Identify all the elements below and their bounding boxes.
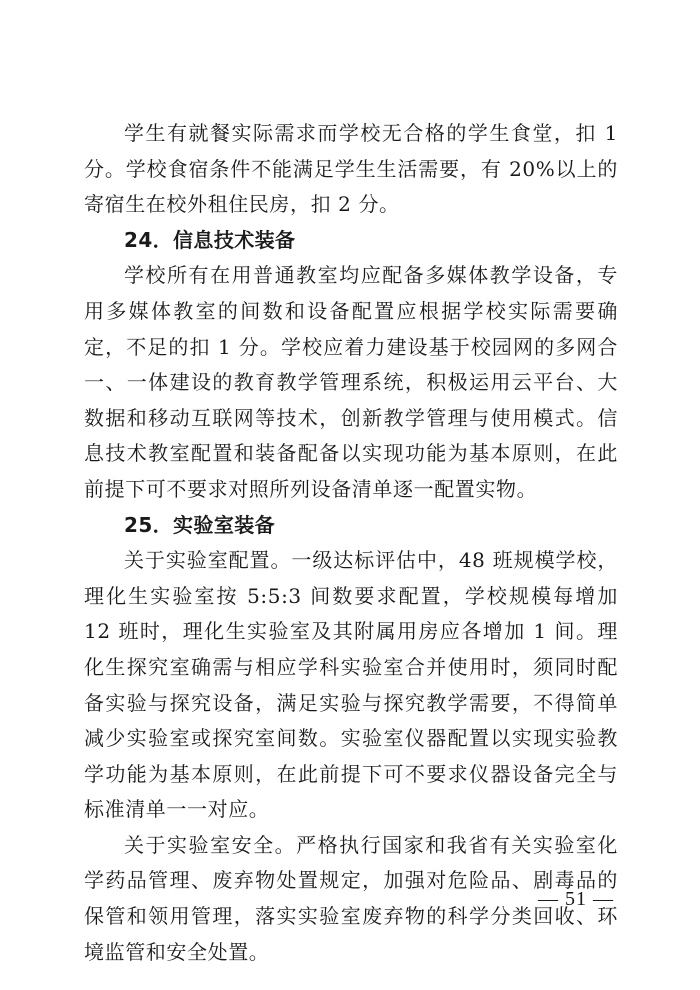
paragraph-lab-safety: 关于实验室安全。严格执行国家和我省有关实验室化学药品管理、废弃物处置规定，加强对危险品、剧毒品的保管和领用管理，落实实验室废弃物的科学分类回收、环境监管和安全处置。 — [84, 832, 618, 964]
page-number: — 51 — — [538, 888, 614, 910]
section-heading-24: 24．信息技术装备 — [124, 227, 296, 252]
paragraph-canteen-deduction: 学生有就餐实际需求而学校无合格的学生食堂，扣 1 分。学校食宿条件不能满足学生生活需要，有 20%以上的寄宿生在校外租住民房，扣 2 分。 — [84, 121, 618, 217]
document-body — [84, 116, 618, 970]
paragraph-lab-configuration: 关于实验室配置。一级达标评估中，48 班规模学校，理化生实验室按 5:5:3 间数要求配置，学校规模每增加 12 班时，理化生实验室及其附属用房应各增加 1 间。理化生探究室确需与相应学科实验室合并使用时，须同时配备实验与探究设备，满足实验与探究教学需要，不得简单减少实验室或探究室间数。实验室仪器配置以实现实验教学功能为基本原则，在此前提下可不要求仪器设备完全与标准清单一一对应。 — [84, 548, 618, 822]
paragraph-it-equipment: 学校所有在用普通教室均应配备多媒体教学设备，专用多媒体教室的间数和设备配置应根据学校实际需要确定，不足的扣 1 分。学校应着力建设基于校园网的多网合一、一体建设的教育教学管理系统，积极运用云平台、大数据和移动互联网等技术，创新教学管理与使用模式。信息技术教室配置和装备配备以实现功能为基本原则，在此前提下可不要求对照所列设备清单逐一配置实物。 — [84, 263, 618, 501]
section-heading-25: 25．实验室装备 — [124, 512, 276, 537]
